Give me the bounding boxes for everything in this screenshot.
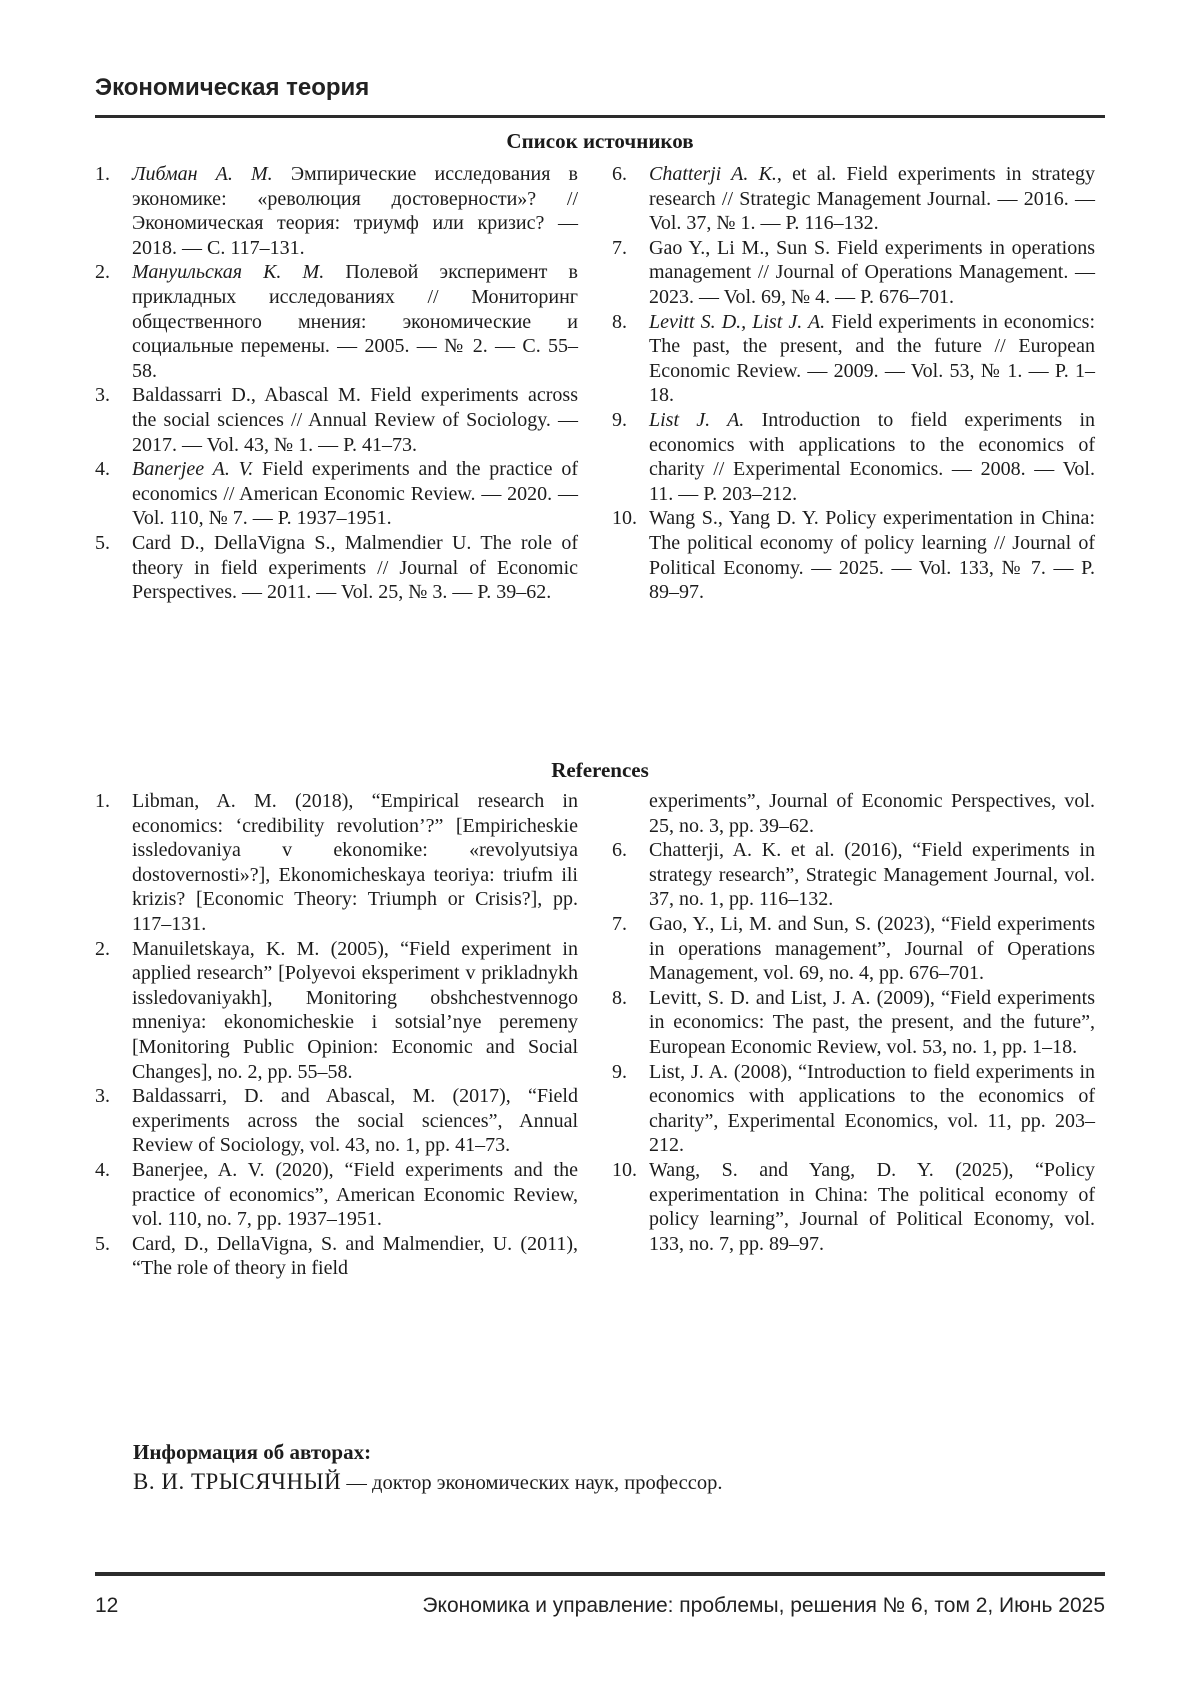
references-list-left-column bbox=[95, 789, 578, 1281]
reference-item bbox=[95, 260, 578, 383]
reference-text: List, J. A. (2008), “Introduction to field experiments in economics with applications to the economics of charity”, Experimental Economics, vol. 11, pp. 203–212. bbox=[649, 1060, 1095, 1157]
reference-text: Levitt S. D., List J. A. Field experiments in economics: The past, the present, and the future // European Economic Review. — 2009. — Vol. 53, № 1. — P. 1–18. bbox=[649, 310, 1096, 407]
page-footer bbox=[95, 1594, 1105, 1618]
reference-text: Banerjee A. V. Field experiments and the practice of economics // American Economic Review. — 2020. — Vol. 110, № 7. — P. 1937–1951. bbox=[132, 458, 578, 530]
reference-number: 2. bbox=[95, 261, 110, 284]
reference-item bbox=[612, 162, 1095, 236]
reference-number: 4. bbox=[95, 458, 110, 481]
journal-footer-line: Экономика и управление: проблемы, решения № 6, том 2, Июнь 2025 bbox=[422, 1594, 1105, 1617]
reference-number: 1. bbox=[95, 163, 110, 185]
reference-number: 9. bbox=[612, 1060, 627, 1083]
references-list bbox=[95, 789, 1095, 1281]
reference-number: 6. bbox=[612, 163, 627, 185]
reference-item bbox=[612, 236, 1095, 310]
references-list-right-column bbox=[612, 789, 1095, 1281]
sources-list-right-column bbox=[612, 162, 1095, 605]
reference-number: 5. bbox=[95, 1232, 110, 1255]
reference-item bbox=[95, 162, 578, 260]
reference-number: 3. bbox=[95, 1085, 110, 1108]
author-degree: — доктор экономических наук, профессор. bbox=[341, 1472, 723, 1494]
reference-number: 6. bbox=[612, 839, 627, 862]
reference-text: Wang S., Yang D. Y. Policy experimentation in China: The political economy of policy learning // Journal of Political Economy. — 2025. — Vol. 133, № 7. — P. 89–97. bbox=[649, 507, 1095, 604]
reference-item bbox=[612, 986, 1095, 1060]
reference-text: Gao, Y., Li, M. and Sun, S. (2023), “Field experiments in operations management”, Journal of Operations Management, vol. 69, no. 4, pp. 676–701. bbox=[649, 912, 1095, 985]
reference-item bbox=[612, 912, 1095, 986]
reference-text: Levitt, S. D. and List, J. A. (2009), “Field experiments in economics: The past, the present, and the future”, European Economic Review, vol. 53, no. 1, pp. 1–18. bbox=[649, 986, 1095, 1058]
reference-item bbox=[612, 408, 1095, 506]
reference-text: List J. A. Introduction to field experiments in economics with applications to the economics of charity // Experimental Economics. — 2008. — Vol. 11. — P. 203–212. bbox=[649, 408, 1095, 505]
reference-item bbox=[612, 1158, 1095, 1256]
reference-text: experiments”, Journal of Economic Perspectives, vol. 25, no. 3, pp. 39–62. bbox=[649, 790, 1095, 837]
reference-item bbox=[95, 383, 578, 457]
reference-text: Banerjee, A. V. (2020), “Field experiments and the practice of economics”, American Economic Review, vol. 110, no. 7, pp. 1937–1951. bbox=[132, 1158, 578, 1231]
reference-text: Card D., DellaVigna S., Malmendier U. The role of theory in field experiments // Journal of Economic Perspectives. — 2011. — Vol. 25, № 3. — P. 39–62. bbox=[132, 531, 578, 604]
reference-item bbox=[612, 789, 1095, 838]
authors-info-block bbox=[133, 1437, 1073, 1498]
footer-rule bbox=[95, 1572, 1105, 1576]
reference-text: Manuiletskaya, K. M. (2005), “Field experiment in applied research” [Polyevoi eksperiment v prikladnykh issledovaniyakh], Monitoring obshchestvennogo mneniya: ekonomicheskie i sotsial’nye peremeny [Monitoring Public Opinion: Economic and Social Changes], no. 2, pp. 55–58. bbox=[132, 937, 578, 1083]
reference-text: Мануильская К. М. Полевой эксперимент в прикладных исследованиях // Мониторинг общественного мнения: экономические и социальные перемены. — 2005. — № 2. — С. 55–58. bbox=[132, 261, 578, 382]
reference-item bbox=[95, 789, 578, 937]
reference-number: 9. bbox=[612, 408, 627, 431]
reference-text: Gao Y., Li M., Sun S. Field experiments in operations management // Journal of Operations Management. — 2023. — Vol. 69, № 4. — P. 676–701. bbox=[649, 236, 1095, 308]
reference-authors-italic: Либман А. М. bbox=[132, 163, 273, 185]
reference-item bbox=[612, 310, 1095, 408]
reference-number: 2. bbox=[95, 937, 110, 960]
reference-authors-italic: Levitt S. D., List J. A. bbox=[649, 310, 826, 333]
reference-text: Wang, S. and Yang, D. Y. (2025), “Policy experimentation in China: The political economy of policy learning”, Journal of Political Economy, vol. 133, no. 7, pp. 89–97. bbox=[649, 1158, 1095, 1255]
reference-text: Card, D., DellaVigna, S. and Malmendier, U. (2011), “The role of theory in field bbox=[132, 1232, 578, 1280]
references-list-heading: References bbox=[551, 758, 649, 782]
running-head-section-title: Экономическая теория bbox=[95, 74, 1105, 118]
authors-info-heading: Информация об авторах: bbox=[133, 1440, 372, 1464]
reference-number: 1. bbox=[95, 790, 110, 812]
author-name: В. И. ТРЫСЯЧНЫЙ bbox=[133, 1469, 342, 1494]
reference-text: Baldassarri, D. and Abascal, M. (2017), “Field experiments across the social sciences”, Annual Review of Sociology, vol. 43, no. 1, pp. 41–73. bbox=[132, 1085, 578, 1157]
reference-text: Chatterji A. K., et al. Field experiments in strategy research // Strategic Management Journal. — 2016. — Vol. 37, № 1. — P. 116–132. bbox=[649, 163, 1096, 235]
reference-text: Libman, A. M. (2018), “Empirical research in economics: ‘credibility revolution’?” [Empiricheskie issledovaniya v ekonomike: «revolyutsiya dostovernosti»?], Ekonomicheskaya teoriya: triufm ili krizis? [Economic Theory: Triumph or Crisis?], pp. 117–131. bbox=[132, 790, 578, 935]
sources-list-heading: Список источников bbox=[506, 129, 694, 153]
reference-authors-italic: Banerjee A. V. bbox=[132, 458, 254, 481]
reference-number: 10. bbox=[612, 1158, 637, 1181]
reference-authors-italic: List J. A. bbox=[649, 408, 745, 431]
reference-number bbox=[612, 789, 649, 838]
page-number: 12 bbox=[95, 1594, 119, 1617]
reference-item bbox=[95, 531, 578, 605]
reference-number: 8. bbox=[612, 310, 627, 333]
reference-number: 3. bbox=[95, 384, 110, 407]
reference-number: 10. bbox=[612, 507, 637, 530]
reference-text: Chatterji, A. K. et al. (2016), “Field experiments in strategy research”, Strategic Management Journal, vol. 37, no. 1, pp. 116–132. bbox=[649, 839, 1095, 911]
reference-item bbox=[612, 506, 1095, 604]
reference-text: Baldassarri D., Abascal M. Field experiments across the social sciences // Annual Review of Sociology. — 2017. — Vol. 43, № 1. — P. 41–73. bbox=[132, 384, 578, 456]
reference-number: 8. bbox=[612, 986, 627, 1009]
reference-number: 5. bbox=[95, 531, 110, 554]
reference-number: 7. bbox=[612, 236, 627, 259]
sources-list bbox=[95, 162, 1095, 605]
reference-item bbox=[95, 1158, 578, 1232]
authors-info-line bbox=[133, 1467, 1073, 1498]
reference-authors-italic: Мануильская К. М. bbox=[132, 261, 325, 284]
reference-number: 7. bbox=[612, 912, 627, 935]
reference-item bbox=[612, 838, 1095, 912]
reference-number: 4. bbox=[95, 1158, 110, 1181]
reference-item bbox=[95, 1232, 578, 1281]
reference-text: Либман А. М. Эмпирические исследования в экономике: «революция достоверности»? // Экономическая теория: триумф или кризис? — 2018. — С. 117–131. bbox=[132, 163, 578, 259]
reference-item bbox=[612, 1060, 1095, 1158]
sources-list-left-column bbox=[95, 162, 578, 605]
reference-authors-italic: Chatterji A. K. bbox=[649, 163, 777, 185]
reference-item bbox=[95, 457, 578, 531]
reference-item bbox=[95, 937, 578, 1085]
reference-item bbox=[95, 1084, 578, 1158]
